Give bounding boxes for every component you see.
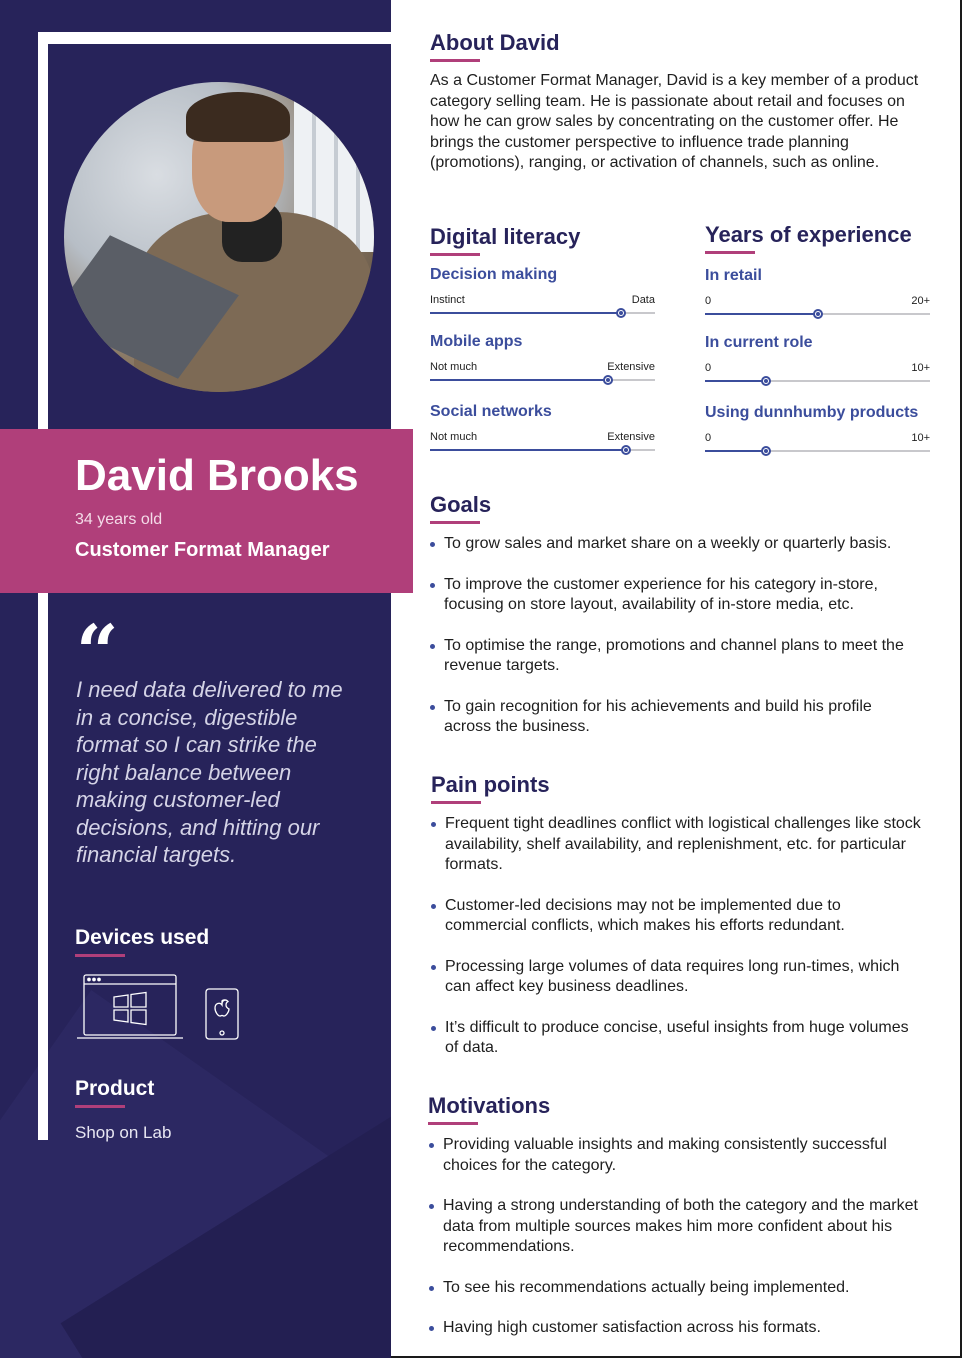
persona-role: Customer Format Manager [75, 539, 330, 561]
about-text: As a Customer Format Manager, David is a key member of a product category selling team. He is passionate about retail and focuses on how he can grow sales by concentrating on the customer offer. He brings the customer perspective to influence trade planning (promotions), ranging, or activation of channels, such as online. [430, 72, 919, 171]
pain-point-item: It’s difficult to produce concise, useful insights from huge volumes of data. [431, 1018, 921, 1059]
metric-knob [621, 445, 631, 455]
metric-max: 20+ [911, 295, 930, 307]
motivations-heading-label: Motivations [428, 1093, 551, 1118]
metric-track [430, 379, 655, 381]
product-heading [75, 1077, 154, 1108]
goal-item: To grow sales and market share on a weekly or quarterly basis. [430, 534, 920, 555]
devices-heading [75, 926, 209, 957]
metric-max: Extensive [607, 361, 655, 373]
product-value: Shop on Lab [75, 1123, 172, 1142]
metric-label: In current role [705, 334, 813, 351]
metric-in-retail [705, 267, 930, 317]
metric-fill [430, 379, 608, 381]
metric-track [430, 312, 655, 314]
metric-decision-making [430, 266, 655, 316]
heading-underline [430, 59, 480, 62]
metric-track [430, 449, 655, 451]
digital-literacy-heading-label: Digital literacy [430, 224, 581, 249]
metric-max: Extensive [607, 431, 655, 443]
devices-icons [76, 972, 246, 1044]
metric-knob [813, 309, 823, 319]
motivations-list [429, 1135, 919, 1339]
profile-photo [64, 82, 374, 392]
metric-fill [705, 313, 818, 315]
metric-current-role [705, 334, 930, 384]
motivation-item: To see his recommendations actually being implemented. [429, 1278, 919, 1299]
persona-quote: I need data delivered to me in a concise, digestible format so I can strike the right balance between making customer-led decisions, and hitting our financial targets. [76, 677, 343, 867]
experience-heading-label: Years of experience [705, 222, 912, 247]
devices-heading-label: Devices used [75, 926, 210, 949]
goals-heading [430, 492, 491, 524]
metric-label: In retail [705, 267, 762, 284]
metric-knob [603, 375, 613, 385]
pain-point-item: Processing large volumes of data requires long run-times, which can affect key business deadlines. [431, 957, 921, 998]
pain-point-item: Frequent tight deadlines conflict with logistical challenges like stock availability, shelf availability, and replenishment, etc. for particular formats. [431, 814, 921, 876]
pain-point-item: Customer-led decisions may not be implemented due to commercial conflicts, which makes his efforts redundant. [431, 896, 921, 937]
motivation-item: Having high customer satisfaction across his formats. [429, 1318, 919, 1339]
persona-name: David Brooks [75, 451, 359, 500]
goal-item: To gain recognition for his achievements and build his profile across the business. [430, 697, 920, 738]
name-band [0, 429, 413, 593]
product-heading-label: Product [75, 1077, 155, 1100]
metric-fill [705, 450, 766, 452]
heading-underline [430, 253, 480, 256]
metric-knob [616, 308, 626, 318]
windows-laptop-icon [77, 975, 183, 1038]
pain-points-heading-label: Pain points [431, 772, 550, 797]
motivation-item: Having a strong understanding of both the category and the market data from multiple sources makes him more confident about his recommendations. [429, 1196, 919, 1258]
metric-fill [430, 312, 621, 314]
motivations-heading [428, 1093, 550, 1125]
metric-label: Mobile apps [430, 333, 523, 350]
metric-track [705, 380, 930, 382]
metric-fill [430, 449, 626, 451]
heading-underline [75, 954, 125, 957]
metric-label: Decision making [430, 266, 558, 283]
heading-underline [430, 521, 480, 524]
metric-min: Not much [430, 361, 478, 373]
metric-max: 10+ [911, 362, 930, 374]
goal-item: To improve the customer experience for his category in-store, focusing on store layout, availability of in-store media, etc. [430, 575, 920, 616]
metric-label: Social networks [430, 403, 552, 420]
metric-fill [705, 380, 766, 382]
goal-item: To optimise the range, promotions and channel plans to meet the revenue targets. [430, 636, 920, 677]
metric-max: Data [631, 294, 655, 306]
heading-underline [431, 801, 481, 804]
metric-social-networks [430, 403, 655, 453]
metric-min: 0 [705, 295, 712, 307]
apple-phone-icon [206, 989, 238, 1039]
goals-heading-label: Goals [430, 492, 492, 517]
digital-literacy-heading [430, 224, 580, 256]
persona-age: 34 years old [75, 511, 163, 528]
photo-hair [186, 92, 290, 142]
metric-min: Instinct [430, 294, 465, 306]
metric-min: 0 [705, 362, 712, 374]
heading-underline [75, 1105, 125, 1108]
metric-mobile-apps [430, 333, 655, 383]
metric-min: 0 [705, 432, 712, 444]
metric-label: Using dunnhumby products [705, 404, 919, 421]
quote-mark: “ [76, 610, 119, 696]
heading-underline [428, 1122, 478, 1125]
metric-knob [761, 446, 771, 456]
frame-line [38, 32, 391, 44]
about-heading-label: About David [430, 30, 560, 55]
experience-heading [705, 222, 912, 254]
motivation-item: Providing valuable insights and making consistently successful choices for the category. [429, 1135, 919, 1176]
pain-points-list [431, 814, 921, 1059]
about-heading [430, 30, 560, 62]
heading-underline [705, 251, 755, 254]
metric-knob [761, 376, 771, 386]
goals-list [430, 534, 920, 738]
metric-min: Not much [430, 431, 478, 443]
metric-track [705, 313, 930, 315]
pain-points-heading [431, 772, 550, 804]
metric-track [705, 450, 930, 452]
metric-dunnhumby-products [705, 404, 930, 454]
metric-max: 10+ [911, 432, 930, 444]
